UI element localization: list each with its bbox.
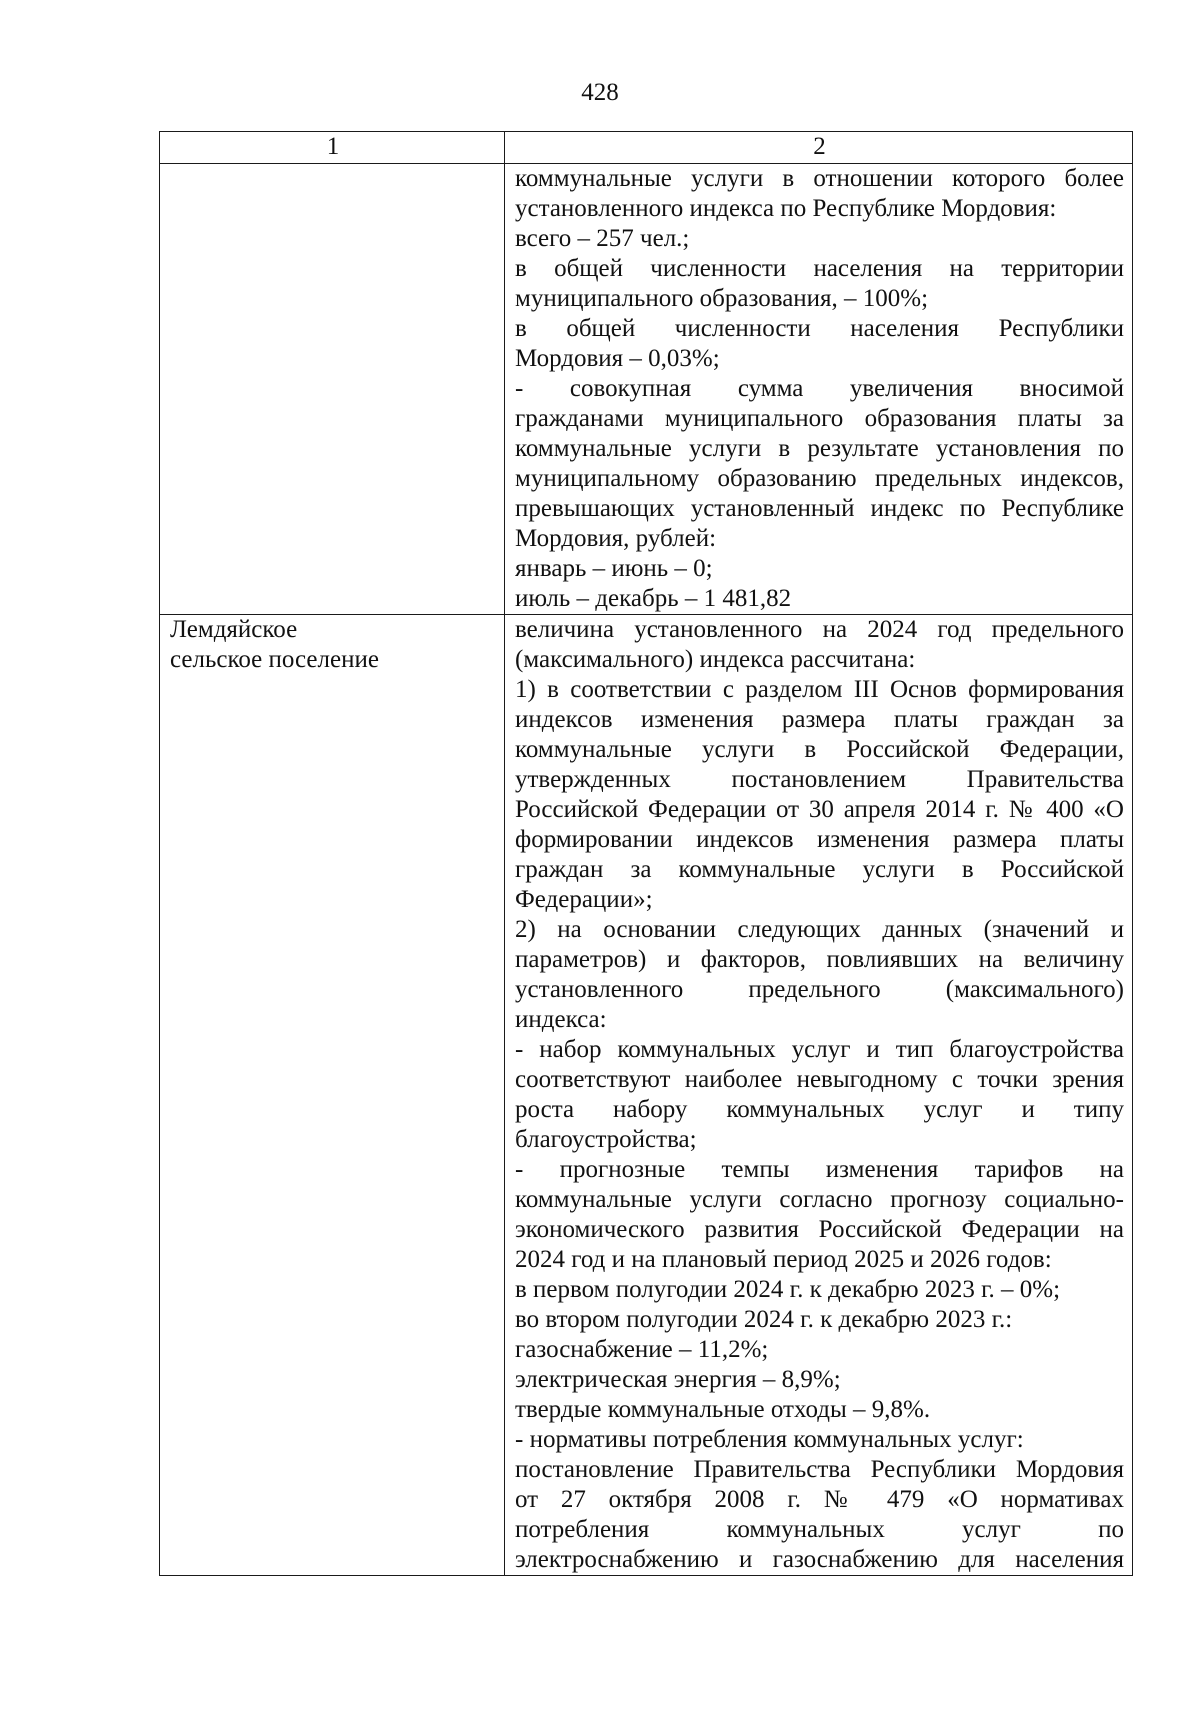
text-line: потребления коммунальных услуг по [515,1516,1124,1543]
municipality-name-line: сельское поселение [170,646,379,673]
text-line: твердые коммунальные отходы – 9,8%. [515,1396,931,1423]
text-line: июль – декабрь – 1 481,82 [515,585,792,612]
table-row [160,164,1133,615]
text-line: Мордовия – 0,03%; [515,345,720,372]
text-line: величина установленного на 2024 год предельного [515,616,1124,643]
table-header-row [160,132,1133,164]
table-row [160,615,1133,1576]
text-line: муниципальному образованию предельных индексов, [515,465,1124,492]
text-line: всего – 257 чел.; [515,225,690,252]
text-line: электрическая энергия – 8,9%; [515,1366,841,1393]
page-number: 428 [581,79,619,106]
text-line: коммунальные услуги в Российской Федерации, [515,736,1124,763]
text-line: экономического развития Российской Федерации на [515,1216,1124,1243]
text-line: коммунальные услуги согласно прогнозу социально- [515,1186,1124,1213]
description-cell [505,615,1133,1576]
text-line: Федерации»; [515,886,653,913]
text-line: муниципального образования, – 100%; [515,285,929,312]
column-header-2: 2 [505,132,1133,164]
text-line: установленного индекса по Республике Мордовия: [515,195,1057,222]
text-line: - набор коммунальных услуг и тип благоустройства [515,1036,1124,1063]
municipality-name-line: Лемдяйское [170,616,298,643]
text-line: граждан за коммунальные услуги в Российской [515,856,1124,883]
text-line: в первом полугодии 2024 г. к декабрю 2023 г. – 0%; [515,1276,1061,1303]
column-header-1: 1 [160,132,505,164]
text-line: 2024 год и на плановый период 2025 и 2026 годов: [515,1246,1052,1273]
text-line: индекса: [515,1006,607,1033]
text-line: от 27 октября 2008 г. № 479 «О нормативах [515,1486,1124,1513]
text-line: - нормативы потребления коммунальных услуг: [515,1426,1024,1453]
text-line: превышающих установленный индекс по Республике [515,495,1124,522]
text-line: гражданами муниципального образования платы за [515,405,1124,432]
description-cell [505,164,1133,615]
text-line: постановление Правительства Республики Мордовия [515,1456,1124,1483]
text-line: 2) на основании следующих данных (значений и [515,916,1124,943]
text-line: роста набору коммунальных услуг и типу [515,1096,1124,1123]
text-line: индексов изменения размера платы граждан за [515,706,1124,733]
text-line: формировании индексов изменения размера платы [515,826,1124,853]
text-line: коммунальные услуги в результате установления по [515,435,1124,462]
text-line: электроснабжению и газоснабжению для населения [515,1546,1124,1573]
text-line: коммунальные услуги в отношении которого более [515,165,1124,192]
text-line: в общей численности населения на территории [515,255,1124,282]
text-line: благоустройства; [515,1126,697,1153]
text-line: параметров) и факторов, повлиявших на величину [515,946,1124,973]
text-line: январь – июнь – 0; [515,555,713,582]
text-line: - совокупная сумма увеличения вносимой [515,375,1124,402]
text-line: газоснабжение – 11,2%; [515,1336,769,1363]
municipality-name-cell [160,615,505,1576]
text-line: Мордовия, рублей: [515,525,717,552]
text-line: 1) в соответствии с разделом III Основ формирования [515,676,1124,703]
text-line: соответствуют наиболее невыгодному с точки зрения [515,1066,1124,1093]
text-line: во втором полугодии 2024 г. к декабрю 2023 г.: [515,1306,1013,1333]
text-line: в общей численности населения Республики [515,315,1124,342]
text-line: - прогнозные темпы изменения тарифов на [515,1156,1124,1183]
text-line: утвержденных постановлением Правительства [515,766,1124,793]
text-line: установленного предельного (максимального) [515,976,1124,1003]
document-table [159,131,1133,1576]
text-line: Российской Федерации от 30 апреля 2014 г. № 400 «О [515,796,1124,823]
text-line: (максимального) индекса рассчитана: [515,646,916,673]
municipality-name-cell [160,164,505,615]
